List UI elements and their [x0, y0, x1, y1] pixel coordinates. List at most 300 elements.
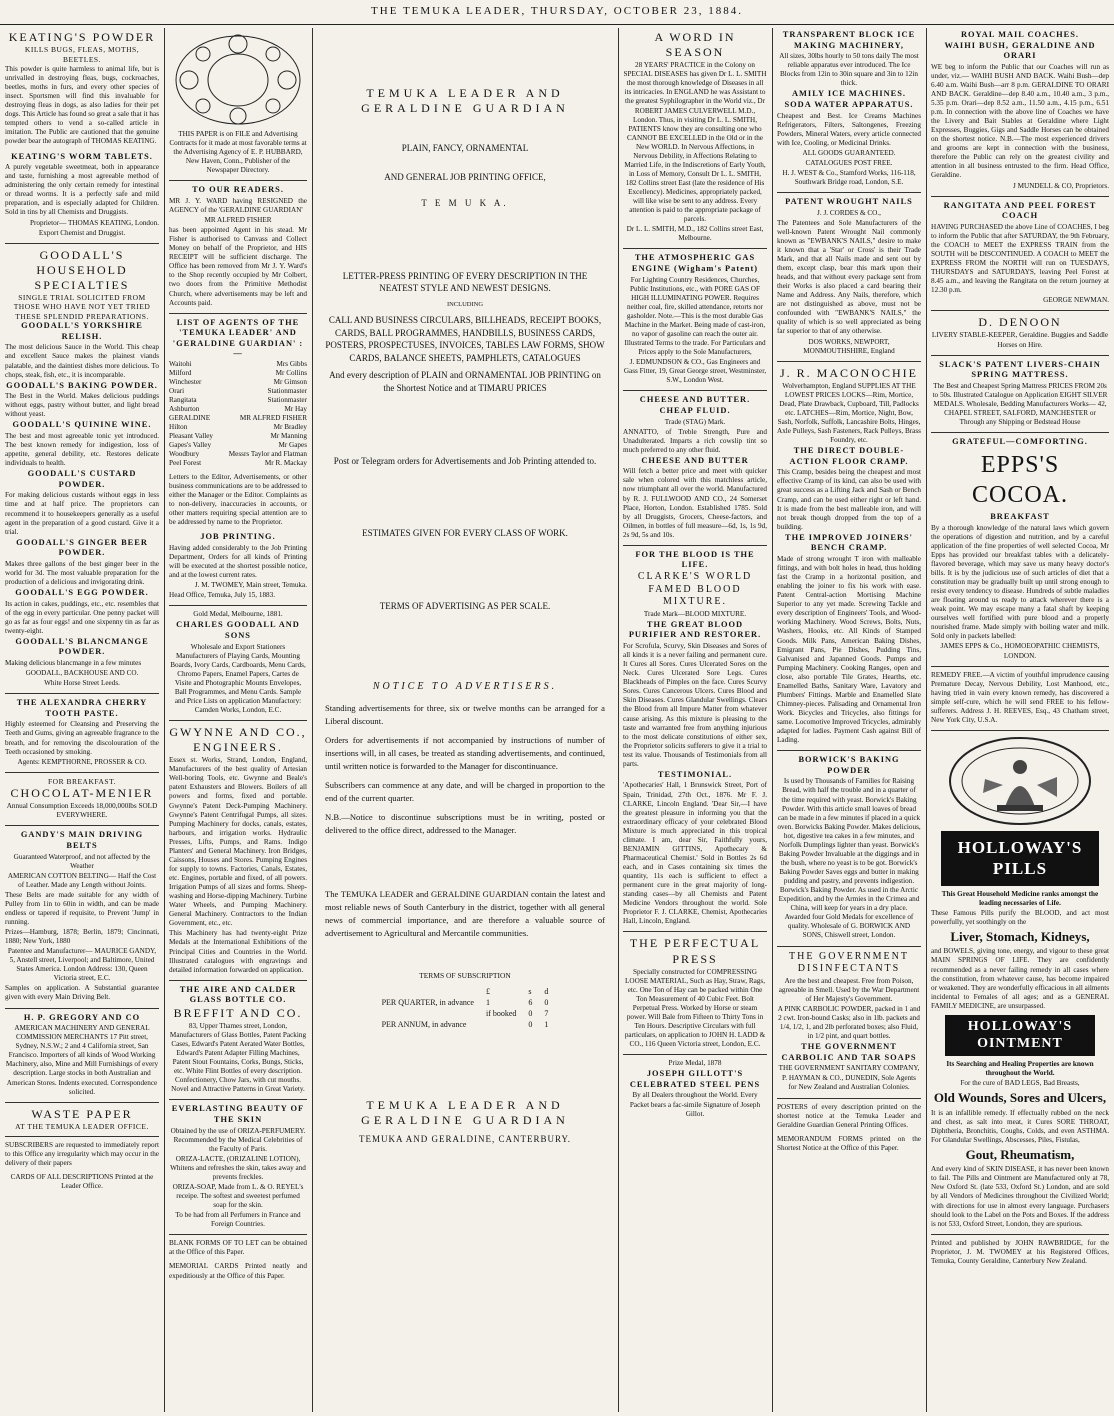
ad-gas-engine	[623, 253, 767, 385]
top-rule	[0, 24, 1114, 25]
ad-title: JOB PRINTING.	[200, 532, 276, 542]
ad-body: AMERICAN COTTON BELTING— Half the Cost of Leather. Made any Length without Joints.	[7, 871, 157, 889]
ad-title: ROYAL MAIL COACHES.	[960, 30, 1080, 39]
ad-note: ALL GOODS GUARANTEED.	[802, 148, 896, 157]
ad-signature: DOS WORKS, NEWPORT, MONMOUTHSHIRE, England	[803, 337, 895, 355]
office-every: And every description of PLAIN and ORNAMENTAL JOB PRINTING on the Shortest Notice and at TIMARU PRICES	[329, 370, 601, 394]
ad-hubbard-badge	[169, 34, 307, 175]
ad-slack-mattress	[931, 360, 1109, 427]
notice-paragraph: Standing advertisements for three, six or twelve months can be arranged for a Liberal discount.	[325, 703, 605, 727]
ad-body: Having added considerably to the Job Printing Department, Orders for all kinds of Printing will be executed at the shortest possible notice, and at the lowest current rates.	[169, 543, 307, 580]
spacer	[317, 215, 613, 265]
divider	[777, 946, 921, 947]
ad-body: It is an infallible remedy. If effectually rubbed on the neck and chest, as salt into meat, it Cures SORE THROAT, Diphtheria, Bronchitis, Coughs, Colds, and even ASTHMA. For Glandular Swellings, Abscesses, Piles, Fistulas,	[931, 1108, 1109, 1144]
office-town: T E M U K A.	[421, 198, 509, 209]
ad-subtitle: SINGLE TRIAL SOLICITED FROM THOSE WHO HAVE NOT YET TRIED THESE SPLENDID PREPARATIONS.	[13, 292, 151, 321]
ad-headline: Gout, Rheumatism,	[965, 1146, 1075, 1162]
ad-body: A purely vegetable sweetmeat, both in appearance and taste, furnishing a most agreeable method of administering the only certain remedy for intestinal or thread worms. It is a perfectly safe and mild preparation, and is especially adapted for Children. Sold in tins by all Chemists and Druggists.	[5, 163, 159, 217]
ad-title: GWYNNE AND CO., ENGINEERS.	[169, 725, 307, 755]
ad-body: This Machinery has had twenty-eight Prize Medals at the International Exhibitions of the Principal Cities and Countries in the World. Illustrated catalogues with engravings and detailed information forwarded on application.	[169, 929, 307, 974]
ad-keating-worm	[5, 152, 159, 238]
ad-signature: J. EDMUNDSON & CO., Gas Engineers and Gass Fitter, 19, Great George street, Westminster, S.W., London West.	[623, 358, 767, 385]
footer-sub: TEMUKA AND GERALDINE, CANTERBURY.	[358, 1134, 572, 1145]
printer-imprint	[931, 1239, 1109, 1266]
list-item	[169, 360, 307, 369]
ad-oriza	[169, 1104, 307, 1229]
agent-town: Waitohi	[169, 359, 192, 368]
ad-body: BLANK FORMS OF TO LET can be obtained at the Office of this Paper.	[169, 1239, 307, 1257]
divider	[5, 1008, 159, 1009]
office-estimates: ESTIMATES GIVEN FOR EVERY CLASS OF WORK.	[362, 528, 568, 539]
ad-prizes: Prizes—Hamburg, 1878; Berlin, 1879; Cincinnati, 1880; New York, 1880	[5, 928, 159, 946]
ad-title: SLACK'S PATENT LIVERS-CHAIN SPRING MATTRESS.	[939, 359, 1101, 380]
table-row: PER ANNUM, in advance 0 1	[381, 1020, 549, 1030]
ad-body: Are the best and cheapest. Free from Poison, agreeable in Smell. Used by the War Department of Her Majesty's Government.	[778, 976, 920, 1003]
product-body: Its action in cakes, puddings, etc., etc. resembles that of the egg in every particular. One penny packet will go as far as four eggs! and one sixpenny tin as far as twenty-eight.	[5, 599, 159, 635]
agent-town: GERALDINE	[169, 413, 211, 422]
divider	[623, 390, 767, 391]
ad-signature: J MUNDELL & CO, Proprietors.	[1013, 181, 1109, 190]
ad-aire-calder	[169, 985, 307, 1095]
agent-name: Stationmaster	[267, 386, 307, 395]
agent-name: Stationmaster	[267, 395, 307, 404]
testimonial-title: TESTIMONIAL.	[657, 769, 733, 779]
subscription-head: £	[485, 987, 490, 997]
column-rule	[926, 28, 927, 1412]
ad-subtitle: WAIHI BUSH, GERALDINE AND ORARI	[944, 40, 1096, 61]
divider	[931, 666, 1109, 667]
ad-body: The Best and Cheapest Spring Mattress PRICES FROM 20s to 50s. Illustrated Catalogue on Application EIGHT SILVER MEDALS. Wholesale, Bedding Manufacturers Works— 42, CHAPEL STREET, SALFORD, MANCHESTER or Through any Shipping or Bedstead House	[932, 381, 1108, 426]
ad-headline: Old Wounds, Sores and Ulcers,	[933, 1090, 1107, 1106]
divider	[5, 825, 159, 826]
ad-name: MR ALFRED FISHER	[204, 216, 272, 225]
subscription-head: s	[528, 987, 532, 997]
ad-ice-machinery	[777, 30, 921, 187]
ad-company: J. J. CORDES & CO.,	[817, 208, 881, 217]
ad-charles-goodall	[169, 610, 307, 715]
ad-agents: P. HAYMAN & CO., DUNEDIN, Sole Agents for New Zealand and Australian Colonies.	[782, 1074, 916, 1092]
divider	[169, 313, 307, 314]
ad-disinfectants	[777, 951, 921, 1093]
divider	[169, 1234, 307, 1235]
ad-goodall	[5, 248, 159, 689]
ad-note: Export Chemist and Druggist.	[38, 228, 126, 237]
divider	[777, 1098, 921, 1099]
ad-subtitle: SODA WATER APPARATUS.	[784, 99, 914, 109]
list-item	[169, 414, 307, 423]
ad-waste-paper	[5, 1107, 159, 1132]
ad-mail-coaches	[931, 30, 1109, 191]
ad-body: has been appointed Agent in his stead. Mr Fisher is authorised to Canvass and Collect Money on behalf of the Proprietor, and HIS RECEIPT will be sufficient discharge. The Office has been removed from Mr J. Y. Ward's to the Shop recently occupied by Mr Colbert, two doors from the Primitive Methodist Church, where advertisements may be left and Accounts paid.	[169, 226, 307, 307]
office-including: INCLUDING	[446, 300, 484, 308]
ad-body: 28 YEARS' PRACTICE in the Colony on SPECIAL DISEASES has given Dr L. L. SMITH the most thorough knowledge of Diseases in all its intricacies. In ENGLAND he was Assistant to the greatest Syphilographer in the World viz., Dr ROBERT JAMES CULVERWELL M.D., London. Thus, in visiting Dr L. L. SMITH, PATIENTS know they are consulting one who CANNOT BE EXCELLED in the Old or in the New WORLD. In Nervous Affections, in Nervous Debility, in Affections Relating to Married Life, in the Indiscretions of Early Youth, in Loss of Memory, Consult Dr L. L. SMITH, 182 Collins street East (late the residence of His Excellency). Medicines, appropriately packed, will like wise be sent to any address. Every attention is paid to the appropriate package of parcels.	[623, 61, 767, 224]
divider	[5, 772, 159, 773]
divider	[931, 432, 1109, 433]
divider	[5, 1102, 159, 1103]
ad-blank-forms	[169, 1239, 307, 1257]
divider	[623, 1054, 767, 1055]
ad-headline: CLARKE'S WORLD FAMED BLOOD MIXTURE.	[637, 571, 753, 608]
product-body: Making delicious blancmange in a few minutes	[5, 659, 142, 668]
leader-paragraph: The TEMUKA LEADER and GERALDINE GUARDIAN contain the latest and most reliable news of South Canterbury in the district, together with all general news of commercial importance, and are therefore a valuable source of advertisement to Agricultural and Mercantile communities.	[325, 889, 605, 939]
ad-banner: HOLLOWAY'S PILLS	[941, 831, 1099, 886]
ad-maker: Patentee and Manufacturer— MAURICE GANDY, 5, Anstell street, Liverpool; and Baltimore, United States America. London Address: 130, Queen Victoria street, E.C.	[7, 947, 157, 983]
product-body: Makes three gallons of the best ginger beer in the world for 3d. The most valuable preparation for the production of a delicious and invigorating drink.	[5, 559, 159, 587]
trade-mark: Trade (STAG) Mark.	[664, 417, 726, 426]
ad-office: Head Office, Temuka, July 15, 1883.	[169, 591, 276, 600]
ad-gillott-pens	[623, 1059, 767, 1118]
list-item	[169, 423, 307, 432]
agency-badge-icon	[173, 34, 303, 126]
ad-subtitle: AT THE TEMUKA LEADER OFFICE.	[15, 1121, 149, 1131]
ad-subtitle: THE DIRECT DOUBLE-ACTION FLOOR CRAMP.	[789, 446, 909, 466]
list-item	[169, 459, 307, 468]
ad-borwick	[777, 755, 921, 940]
ad-body: ORIZA-LACTE, (ORIZALINE LOTION), Whitens and refreshes the skin, takes away and prevents freckles.	[170, 1154, 306, 1181]
ad-body: Is used by Thousands of Families for Raising Bread, with half the trouble and in a quarter of the time required with yeast. Borwick's Baking Powder. With this article small loaves of bread can be made in a few minutes if placed in a quick oven. Borwicks Baking Powder. Makes delicious, hot, digestive tea cakes in a few minutes, and Norfolk Dumplings lighter than yeast. Borwick's Baking Powder Invaluable at the diggings and in the bush, where no yeast is to be got. Borwick's Baking Powder Saves eggs and butter in making pudding and pastry, and prevents indigestion. Borwick's Baking Powder. As used in the Arctic Expedition, and by the Armies in the Crimea and China, will keep for years in a dry place. Awarded four Gold Medals for excellence of quality. Wholesale of G. BORWICK AND SONS, Chiswell street, London.	[777, 777, 921, 940]
ad-signature: GEORGE NEWMAN.	[1043, 296, 1109, 305]
ad-body: and BOWELS, giving tone, energy, and vigour to these great MAIN SPRINGS OF LIFE. They are confidently recommended as a never failing remedy in all cases where the constitution, from whatever cause, has become impaired or weakened. They are wonderfully efficacious in all ailments incidental to Females of all ages; and as a GENERAL FAMILY MEDICINE, are unsurpassed.	[931, 947, 1109, 1010]
agent-town: Milford	[169, 368, 192, 377]
column-5	[774, 30, 924, 1410]
office-list: CALL AND BUSINESS CIRCULARS, BILLHEADS, RECEIPT BOOKS, CARDS, BALL PROGRAMMES, HANDBILLS, BUSINESS CARDS, POSTERS, PROSPECTUSES, INVOICES, TABLES LAW FORMS, SHOW CARDS, BALANCE SHEETS, PAMPHLETS, CATALOGUES	[325, 315, 605, 363]
divider	[931, 730, 1109, 731]
agent-town: Rangitata	[169, 395, 197, 404]
office-terms: TERMS OF ADVERTISING AS PER SCALE.	[379, 600, 551, 611]
testimonial-body: 'Apothecaries' Hall, 1 Brunswick Street, Port of Spain, Trinidad, 27th Oct., 1876. Mr F. J. CLARKE, Lincoln England. 'Dear Sir,—I have the greatest pleasure in informing you that the extraordinary efficacy of your celebrated Blood Mixture is much appreciated in this tropical climate. I am, dear Sir, Faithfully yours, BENJAMIN GITTINS, Apothecary & Pharmaceutical Chemist.' Sold in Bottles 2s 6d each, and in Cases containing six times the quantity, 11s each is sufficient to effect a permanent cure in the great majority of long-standing cases—by all Chemists and Patent Medicine Vendors throughout the world. Sole Proprietor F. J. CLARKE, Chemist, Apothecaries Hall, Lincoln, England.	[623, 781, 767, 926]
office-header: TEMUKA LEADER AND GERALDINE GUARDIAN	[361, 86, 569, 115]
ad-title: A WORD IN SEASON	[654, 30, 736, 60]
ad-body: AMERICAN MACHINERY AND GENERAL COMMISSION MERCHANTS 17 Pitt street, Sydney, N.S.W.; 2 and 4 California street, San Francisco. Importers of all kinds of Wood Working Machinery, also, Mine and Mill Furnishings of every description. Large stocks in both Australian and American Stores. Indents executed. Correspondence solicited.	[5, 1024, 159, 1096]
product-body: For making delicious custards without eggs in less time and at half price. The proprietors can recommend it to housekeepers generally as a useful agent in the preparation of a good custard. Give it a trial.	[5, 491, 159, 536]
subscription-head: d	[544, 987, 549, 997]
ad-word-in-season	[623, 30, 767, 243]
divider	[777, 192, 921, 193]
spacer	[317, 842, 613, 882]
ad-subtitle: THE GOVERNMENT CARBOLIC AND TAR SOAPS	[781, 1042, 917, 1062]
ad-title: CHEESE AND BUTTER	[641, 455, 749, 465]
ad-body: HAVING PURCHASED the above Line of COACHES, I beg to inform the Public that after SATURDAY, the 9th February, the COACH to MEET the EXPRESS TRAIN from the SOUTH will be DISCONTINUED. A COACH to MEET the EXPRESS FROM the NORTH will run on TUESDAYS, THURSDAYS and SATURDAYS, leaving Peel Forest at 8.45 a.m., and leaving the Rangitata on the return journey at 12.30 p.m.	[931, 222, 1109, 295]
ad-title: LIST OF AGENTS OF THE 'TEMUKA LEADER' AND 'GERALDINE GUARDIAN' :—	[172, 317, 304, 359]
ad-body: Cheapest and Best. Ice Creams Machines Refrigerators, Filters, Saltongenes, Freezing Powders, Mineral Waters, every article connected with Ice, Cooling, or Medicinal Drinks.	[777, 111, 921, 147]
badge-caption: THIS PAPER is on FILE and Advertising Contracts for it made at most favorable terms at the Advertising Agency of E. P. HUBBARD, New Haven, Conn., Publisher of the Newspaper Directory.	[169, 130, 307, 175]
ad-subtitle: AMILY ICE MACHINES.	[791, 89, 906, 99]
product-title: GOODALL'S YORKSHIRE RELISH.	[21, 321, 143, 341]
spacer	[317, 946, 613, 966]
ad-readers	[169, 185, 307, 307]
list-item	[169, 405, 307, 414]
ad-subtitle: BREAKFAST	[990, 512, 1050, 522]
ad-rangitata-coach	[931, 201, 1109, 306]
ad-title: CHOCOLAT-MENIER	[10, 786, 154, 801]
ad-blood-mixture	[623, 550, 767, 927]
divider	[623, 248, 767, 249]
divider	[5, 693, 159, 694]
ad-signature: JAMES EPPS & Co., HOMOEOPATHIC CHEMISTS, LONDON.	[940, 642, 1100, 660]
ad-body: MEMORANDUM FORMS printed on the Shortest Notice at the Office of this Paper.	[777, 1134, 921, 1152]
ad-title: H. P. GREGORY AND CO	[23, 1012, 141, 1022]
product-body: The most delicious Sauce in the World. This cheap and excellent Sauce makes the plainest viands palatable, and the daintiest dishes more delicious. To chops, steak, fish, etc., it is incomparable.	[5, 343, 159, 379]
agent-name: Mr Collins	[275, 368, 307, 377]
ad-body: Made of strong wrought T iron with malleable fittings, and with bolt holes in head, thus holding fast the Cramp in a horizontal position, and enabling the joiner to fix his work with ease. Patent Central-action Mortising Machine Superior to any yet made. Screwing Tackle and every description of Engineers' Tools, and Wood-working Machinery. Wood Screws, Bolts, Nuts, Washers, Hooks, etc. All Kinds of Stamped Goods. Milk Pans, American Baking Dishes, Emigrant Pans, Pie Dishes, Pudding Tins, Galvanised and Japanned Goods. Pumps and Pumping Machinery. Cooking Ranges, open and close, also portable Tile Grates, Hearths, etc. Enamelled Baths, Sanitary Ware, Lavatory and Plumbers' Fittings. Marble and Enamelled Slate Chimney-pieces. Palisading and Ornamental Iron Work. Bicycles and Tricycles, also fittings for same. Locomotive Improved Tricycles, admirably adapted for ladies. Payment Cash against Bill of Lading.	[777, 554, 921, 745]
column-2	[166, 30, 310, 1410]
ad-body: ANNATTO, of Treble Strength, Pure and Unadulterated. Imparts a rich cowslip tint so much preferred to any other fluid.	[623, 427, 767, 454]
divider	[5, 1136, 159, 1137]
ad-body: The Patentees and Sole Manufacturers of the well-known Patent Wrought Nail commonly known as "EWBANK'S NAILS," desire to make it known that a 'Star' or Cross' is their Trade Mark, and that all Nails made and sent out by them, except clasp, bear this mark upon their heads, and that without every package sent from their Works is also placed a card bearing their Name and Address. Any Nails, therefore, which are not distinguished as above, must not be confounded with "EWBANK'S NAILS," the quality of which is so well appreciated as being far superior to that of any otherwise.	[777, 218, 921, 336]
divider	[931, 196, 1109, 197]
ad-body: Wolverhampton, England SUPPLIES AT THE LOWEST PRICES LOCKS—Rim, Mortice, Dead, Plate Drawback, Cupboard, Till, Padlocks etc. LATCHES—Rim, Mortice, Night, Bow, Sash, Norfolk, Suffolk, Lancashire Bolts, Hinges, Axle Pulleys, Sash Fasteners, Rack Pulleys, Brass Foundry, etc.	[777, 381, 921, 445]
ad-title: GANDY'S MAIN DRIVING BELTS	[20, 830, 144, 850]
subscription-title: TERMS OF SUBSCRIPTION	[419, 970, 511, 980]
ad-body: By a thorough knowledge of the natural laws which govern the operations of digestion and nutrition, and by a careful application of the fine properties of well selected Cocoa, Mr Epps has provided our breakfast tables with a delicately-flavored beverage, which may save us many heavy doctor's bills. It is by the judicious use of such articles of diet that a constitution may be gradually built up until strong enough to resist every tendency to disease. Hundreds of subtle maladies are floating around us ready to attack wherever there is a weak point. We may escape many a fatal shaft by keeping ourselves well fortified with pure blood and a properly nourished frame. Made simply with boiling water and milk. Sold only in packets labelled:	[931, 523, 1109, 641]
product-title: GOODALL'S QUININE WINE.	[12, 420, 152, 430]
ad-headline: Liver, Stomach, Kidneys,	[950, 929, 1090, 945]
agent-town: Ashburton	[169, 404, 200, 413]
ad-title: THE GOVERNMENT DISINFECTANTS	[789, 950, 909, 975]
ad-body: 83, Upper Thames street, London, Manufacturers of Glass Bottles, Patent Packing Cases, Edward's Patent Aerated Water Bottles, Edward's Patent Adapter Filling Machines, Patent Stout Fountains, Corks, Bungs, Sticks, etc. White Flint Bottles of every description. Confectionery, Chow Jars, with cut mouths. Novel and Attractive Patterns in Great Variety.	[169, 1021, 307, 1094]
ad-body: These Belts are made suitable for any width of Pulley from 1in to 60in in width, and can be made endless or tapered if requisite, to Prevent 'Jump' in running.	[5, 890, 159, 926]
ad-job-printing	[169, 532, 307, 600]
table-row: PER QUARTER, in advance 1 6 0	[381, 998, 549, 1008]
ad-title: EPPS'S COCOA.	[971, 451, 1068, 508]
list-item	[169, 432, 307, 441]
agent-town: Winchester	[169, 377, 202, 386]
notice-paragraph: N.B.—Notice to discontinue subscriptions must be in writing, posted or delivered to the office direct, addressed to the Manager.	[325, 811, 605, 835]
ad-body: By all Dealers throughout the World. Every Packet bears a fac-simile Signature of Joseph Gillot.	[629, 1091, 761, 1118]
agents-list	[169, 360, 307, 468]
product-title: GOODALL'S EGG POWDER.	[15, 588, 149, 598]
ad-subtitle: KILLS BUGS, FLEAS, MOTHS, BEETLES.	[24, 45, 140, 64]
office-letterpress: LETTER-PRESS PRINTING OF EVERY DESCRIPTION IN THE NEATEST STYLE AND NEWEST DESIGNS.	[342, 270, 588, 294]
divider	[623, 545, 767, 546]
ad-body: Highly esteemed for Cleansing and Preserving the Teeth and Gums, giving an agreeable fragrance to the breath, and for removing the discolouration of the Teeth occasioned by smoking.	[5, 720, 159, 756]
ad-body: For the cure of BAD LEGS, Bad Breasts,	[960, 1079, 1080, 1088]
notice-paragraph: Orders for advertisements if not accompanied by instructions of number of insertions will, in all cases, be treated as standing advertisements, and continued, until written notice is forwarded to the Manager for discontinuance.	[325, 735, 605, 771]
divider	[169, 720, 307, 721]
divider	[931, 1234, 1109, 1235]
ad-body: Its Searching and Healing Properties are known throughout the World.	[946, 1060, 1094, 1078]
office-line: PLAIN, FANCY, ORNAMENTAL	[401, 143, 529, 153]
product-title: GOODALL'S GINGER BEER POWDER.	[16, 537, 148, 558]
ad-body: A PINK CARBOLIC POWDER, packed in 1 and 2 cwt. Iron-bound Casks; also in 1lb. packets and 1/4, 1/2, 1, and 2lb perforated boxes; also Fluid, in 1/2 pint, and quart bottles.	[777, 1004, 921, 1041]
list-item	[169, 369, 307, 378]
ad-body: MEMORIAL CARDS Printed neatly and expeditiously at the Office of this Paper.	[169, 1262, 307, 1280]
ad-title: THE ATMOSPHERIC GAS ENGINE (Wigham's Patent)	[631, 253, 759, 274]
ad-medal: Gold Medal, Melbourne, 1881.	[193, 610, 283, 619]
product-title: GOODALL'S BLANCMANGE POWDER.	[15, 636, 149, 657]
ad-subtitle: THE IMPROVED JOINERS' BENCH CRAMP.	[784, 532, 914, 553]
ad-body: CARDS OF ALL DESCRIPTIONS Printed at the Leader Office.	[10, 1173, 154, 1191]
ad-title: GOODALL'S HOUSEHOLD SPECIALTIES	[34, 247, 130, 292]
ad-body: Printed and published by JOHN RAWBRIDGE, for the Proprietor, J. M. TWOMEY at his Registered Offices, Temuka, County Geraldine, Canterbury New Zealand.	[931, 1238, 1109, 1265]
ad-body: WE beg to inform the Public that our Coaches will run as under, viz.— WAIHI BUSH AND BACK. Waihi Bush—dep 6.40 a.m. Waihi Bush—arr 8 p.m. GERALDINE TO ORARI AND BACK. Geraldine—dep 8.40 a.m., 10.40 a.m., 3 p.m., 5.35 p.m. Orari—dep 8.52 a.m., 11.50 a.m., 4.15 p.m., 6.51 p.m. In connection with the above line of Coaches we have the Livery and Bait Stables at Geraldine where Light Expresses, Buggies, Gigs and Saddle Horses can be obtained on the shortest notice. N.B.—The most experienced drivers and grooms are kept in connection with the business, therefore the Public can rely on the greatest civility and attention in all business entrusted to the firm. Head Office, Geraldine.	[931, 62, 1109, 180]
divider	[931, 310, 1109, 311]
ad-title: TO OUR READERS.	[192, 185, 284, 195]
ad-denoon	[931, 315, 1109, 349]
ad-body: Guaranteed Waterproof, and not affected by the Weather	[13, 852, 151, 870]
ad-title: JOSEPH GILLOTT'S CELEBRATED STEEL PENS	[629, 1069, 761, 1089]
seated-figure-seal-icon	[945, 735, 1095, 827]
ad-holloway	[931, 735, 1109, 1229]
spacer	[317, 400, 613, 450]
office-post: Post or Telegram orders for Advertisements and Job Printing attended to.	[333, 455, 597, 466]
agent-name: Mr Manning	[270, 431, 307, 440]
ad-body: These Famous Pills purify the BLOOD, and act most powerfully, yet soothingly on the	[931, 908, 1109, 926]
column-rule	[164, 28, 165, 1412]
ad-title: J. R. MACONOCHIE	[779, 365, 918, 380]
ad-cards	[5, 1173, 159, 1191]
agent-name: MR ALFRED FISHER	[239, 413, 307, 422]
ad-wrought-nails	[777, 197, 921, 356]
ad-maconochie	[777, 366, 921, 746]
ad-firm: BREFFIT AND CO.	[173, 1005, 303, 1020]
ad-posters	[777, 1103, 921, 1130]
column-rule	[618, 28, 619, 1412]
spacer	[317, 545, 613, 595]
ad-agents-list	[169, 318, 307, 468]
ad-note: CATALOGUES POST FREE.	[805, 158, 893, 167]
ad-title: CHEESE AND BUTTER.	[639, 395, 751, 405]
office-line: AND GENERAL JOB PRINTING OFFICE,	[384, 171, 546, 182]
agent-town: Hilton	[169, 422, 188, 431]
agent-name: Mr R. Mackay	[264, 458, 307, 467]
list-item	[169, 441, 307, 450]
subscription-table	[376, 986, 555, 1030]
ad-title: TRANSPARENT BLOCK ICE MAKING MACHINERY,	[782, 30, 916, 50]
product-body: The Best in the World. Makes delicious puddings without eggs, pastry without butter, and light bread without yeast.	[5, 392, 159, 419]
ad-subtitle: THE GREAT BLOOD PURIFIER AND RESTORER.	[628, 619, 762, 640]
product-title: GOODALL'S CUSTARD POWDER.	[27, 469, 137, 489]
trade-mark: Trade Mark—BLOOD MIXTURE.	[643, 609, 747, 618]
ad-title: KEATING'S WORM TABLETS.	[11, 151, 153, 161]
ad-signature: J. M. TWOMEY, Main street, Temuka.	[194, 581, 307, 590]
ad-body: Wholesale and Export Stationers Manufacturers of Playing Cards, Mounting Boards, Ivory Cards, Cardboards, Menu Cards, Chromo Papers, Enamel Papers, Cartes de Visite and Photographic Mounts Envelopes, Ball Programmes, and Menu Cards. Sample and Price Lists on application Manufactory: Camden Works, London, E.C.	[170, 642, 306, 714]
column-4	[620, 30, 770, 1410]
ad-body: LIVERY STABLE-KEEPER, Geraldine. Buggies and Saddle Horses on Hire.	[931, 331, 1109, 349]
divider	[777, 750, 921, 751]
ad-body: This powder is quite harmless to animal life, but is unrivalled in destroying fleas, bugs, cockroaches, beetles, moths in furs, and every other species of insect. Sportsmen will find this invaluable for destroying fleas in dogs, as also ladies for their pet dogs. This Article has found so great a sale that it has tempted others to vend a so-called article in imitation. The Public are cautioned that the genuine powder bear the autograph of THOMAS KEATING.	[5, 64, 159, 146]
ad-title: FOR THE BLOOD IS THE LIFE.	[635, 549, 755, 570]
ad-signature: Dr L. L. SMITH, M.D., 182 Collins street East, Melbourne.	[626, 225, 764, 243]
ad-gandy	[5, 830, 159, 1002]
ad-title: WASTE PAPER	[31, 1106, 133, 1121]
product-body: The best and most agreeable tonic yet introduced. The best known remedy for indigestion, loss of appetite, general debility, etc. Restores delicate individuals to health.	[5, 432, 159, 468]
agent-name: Messrs Taylor and Flatman	[228, 449, 307, 458]
agent-town: Gapes's Valley	[169, 440, 212, 449]
ad-title: THE AIRE AND CALDER GLASS BOTTLE CO.	[179, 984, 297, 1005]
column-3	[314, 30, 616, 1410]
ad-title: BORWICK'S BAKING POWDER	[798, 755, 900, 775]
agent-name: Mrs Gibbs	[276, 359, 307, 368]
ad-memorial-cards	[169, 1262, 307, 1280]
list-item	[169, 450, 307, 459]
ad-gwynne	[169, 725, 307, 975]
spacer	[317, 617, 613, 667]
ad-body: POSTERS of every description printed on the shortest notice at the Temuka Leader and Geraldine Guardian General Printing Offices.	[777, 1102, 921, 1129]
ad-body: Essex st. Works, Strand, London, England, Manufacturers of the best quality of Artesian Well-boring Tools, etc. Gwynne and Beale's patent Exhausters and Blowers. Boilers of all powers and forms, fixed and portable. Gwynne's Patent Deck-Pumping Machinery. Gwynne's Patent Centrifugal Pumps, all sizes. Pumping Machinery for docks, canals, estates, harbours, and irrigation works. Hydraulic Presses, Lifts, Pumps, and Rams. Indigo Planters' and General Machinery. Iron Bridges, Caissons, Houses and Stores. Pumping Engines for supply to towns. Factories, Canals, Estates, etc. Engines, portable and fixed, of all powers. Irrigation Pumps of all sizes and forms. Sheep-washing and Horse-dipping Machinery. Turbine Water Wheels, and Pumping Machinery. General Machinery. Contractors to the Indian Government, etc., etc.	[169, 756, 307, 928]
list-item	[169, 378, 307, 387]
agent-town: Peel Forest	[169, 458, 202, 467]
ad-body: And every kind of SKIN DISEASE, it has never been known to fail. The Pills and Ointment are Manufactured only at 78, New Oxford St. (late 533, Oxford St.) London, and are sold by all Vendors of Medicines throughout the Civilized World; with directions for use in almost every language. Purchasers should look to the Label on the Pots and Boxes. If the address is not 533, Oxford Street, London, they are spurious.	[931, 1165, 1109, 1228]
divider	[931, 355, 1109, 356]
ad-body: REMEDY FREE.—A victim of youthful imprudence causing Premature Decay, Nervous Debility, Lost Manhood, etc., having tried in vain every known remedy, has discovered a simple self-cure, which he will send FREE to his fellow-sufferers. Address J. H. REEVES, Esq., 43 Chatham street, New York City, U.S.A.	[931, 670, 1109, 724]
agent-name: Mr Gimson	[273, 377, 307, 386]
ad-body: This Cramp, besides being the cheapest and most effective Cramp of its kind, can also be used with great success as a Lifting Jack and Sash or Bench Cramp, and can be used either right or left hand. It is made from the best malleable iron, and will not break though dropped from the top of a building.	[777, 468, 921, 531]
ad-memorandum	[777, 1135, 921, 1153]
ad-medal: Prize Medal, 1878	[668, 1059, 722, 1068]
notice-paragraph: Subscribers can commence at any date, and will be charged in proportion to the end of the current quarter.	[325, 779, 605, 803]
agent-name: Mr Bradley	[273, 422, 307, 431]
ad-body: SUBSCRIBERS are requested to immediately report to this Office any irregularity which may occur in the delivery of their papers	[5, 1141, 159, 1168]
ad-cheese-butter	[623, 395, 767, 539]
agent-town: Orari	[169, 386, 185, 395]
divider	[169, 605, 307, 606]
ad-menier	[5, 777, 159, 821]
column-1	[2, 30, 162, 1410]
divider	[169, 1099, 307, 1100]
ad-address: White Horse Street Leeds.	[44, 679, 120, 688]
ad-title: PATENT WROUGHT NAILS	[785, 197, 913, 207]
ad-title: D. DENOON	[978, 315, 1062, 330]
divider	[777, 361, 921, 362]
ad-subscribers	[5, 1141, 159, 1168]
ad-company: THE GOVERNMENT SANITARY COMPANY,	[778, 1064, 920, 1073]
ad-title: CHARLES GOODALL AND SONS	[176, 620, 300, 640]
ad-body: MR J. Y. WARD having RESIGNED the AGENCY of the 'GERALDINE GUARDIAN'	[169, 196, 307, 214]
notice-title: NOTICE TO ADVERTISERS.	[372, 681, 558, 693]
ad-title: THE ALEXANDRA CHERRY TOOTH PASTE.	[16, 698, 148, 718]
column-6	[928, 30, 1112, 1410]
column-rule	[312, 28, 313, 1412]
ad-subtitle: CHEAP FLUID.	[659, 405, 731, 415]
agent-town: Pleasant Valley	[169, 431, 213, 440]
ad-title: EVERLASTING BEAUTY OF THE SKIN	[171, 1104, 305, 1125]
ad-gregory	[5, 1013, 159, 1097]
ad-body: For Scrofula, Scurvy, Skin Diseases and Sores of all kinds it is a never failing and permanent cure. It Cures all Sores. Cures Ulcerated Sores on the Neck. Cures Ulcerated Sore Legs. Cures Blackheads of Pimples on the face. Cures Scurvy Sores. Cures Cancerous Ulcers. Cures Blood and Skin Diseases. Cures Glandular Swellings. Clears the Blood from all Impure Matter from whatever cause arising. As this mixture is pleasing to the taste and warranted free from anything injurious to the most delicate constitutions of either sex, the Proprietor solicits sufferers to give it a trial to test its value. Thousands of Testimonials from all parts.	[623, 642, 767, 768]
ad-keating	[5, 30, 159, 147]
ad-proprietor: Proprietor— THOMAS KEATING, London.	[29, 218, 159, 227]
ad-body: Specially constructed for COMPRESSING LOOSE MATERIAL, Such as Hay, Straw, Rags, etc. One Ton of Hay can be packed within One Ton Measurement of 40 Cubic Feet. Bolt Perpetual Press. Worked by Horse or steam power. Will Bale from Fifteen to Thirty Tons in Ten Hours. Descriptive Circulars with full particulars, on application to JOHN H. LADD & CO., 116 Queen Victoria street, London, E.C.	[624, 967, 766, 1049]
ad-body: Annual Consumption Exceeds 18,000,000lbs SOLD EVERYWHERE.	[6, 802, 158, 820]
list-item	[169, 387, 307, 396]
ad-perpetual-press	[623, 936, 767, 1049]
ad-epps-cocoa	[931, 437, 1109, 661]
column-rule	[772, 28, 773, 1412]
ad-body: Samples on application. A Substantial guarantee given with every Main Driving Belt.	[5, 984, 159, 1002]
ad-signature: H. J. WEST & Co., Stamford Works, 116-118, Southwark Bridge road, London, S.E.	[782, 168, 916, 186]
ad-subtitle: FOR BREAKFAST.	[48, 776, 116, 786]
spacer	[317, 1034, 613, 1084]
divider	[169, 180, 307, 181]
ad-title: THE PERFECTUAL PRESS	[629, 936, 761, 966]
divider	[169, 980, 307, 981]
list-item	[169, 396, 307, 405]
ad-banner: HOLLOWAY'S OINTMENT	[945, 1015, 1095, 1056]
ad-body: For Lighting Country Residences, Churches, Public Institutions, etc., with PORE GAS OF HIGH ILLUMINATING POWER. Requires neither coal, fire, skilled attendance, retorts nor gasholder. Note.—This is the most durable Gas Machine in the Market. Being made of cast-iron, no vapor of gasoline can reach the outer air. Illustrated Terms to the trade. For Particulars and Prices apply to the Sole Manufacturers,	[624, 275, 766, 357]
ad-letters	[169, 473, 307, 527]
divider	[5, 243, 159, 244]
ad-body: This Great Household Medicine ranks amongst the leading necessaries of Life.	[941, 889, 1099, 907]
table-row: if booked 0 7	[485, 1009, 549, 1019]
product-title: GOODALL'S BAKING POWDER.	[6, 380, 158, 390]
ad-title: RANGITATA AND PEEL FOREST COACH	[943, 200, 1097, 221]
spacer	[317, 472, 613, 522]
ad-body: To be had from all Perfumers in France and Foreign Countries.	[175, 1211, 301, 1229]
ad-body: Obtained by the use of ORIZA-PERFUMERY. Recommended by the Medical Celebrities of the Faculty of Paris.	[170, 1126, 306, 1153]
ad-signature: GOODALL, BACKHOUSE AND CO.	[25, 669, 139, 678]
ad-remedy-free	[931, 671, 1109, 725]
ad-agents: Agents: KEMPTHORNE, PROSSER & CO.	[17, 757, 147, 766]
